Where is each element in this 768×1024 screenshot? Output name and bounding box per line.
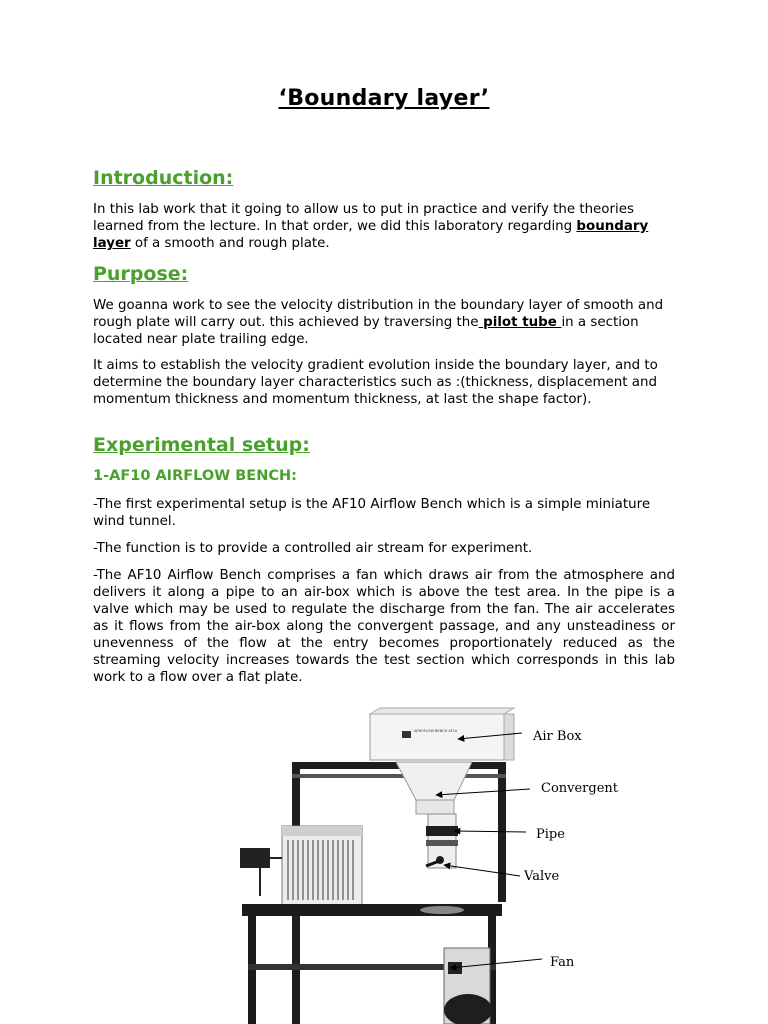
brand-text: AEROFLOW BENCH AF10 (414, 729, 458, 733)
label-pipe: Pipe (536, 827, 565, 842)
setup-paragraph-1: -The first experimental setup is the AF10 Airflow Bench which is a simple miniature wind tunnel. (93, 497, 651, 529)
purpose-paragraph-1 (93, 297, 675, 348)
purpose-text-after: in a section located near plate trailing edge. (93, 315, 639, 347)
fan-unit (444, 948, 492, 1024)
label-convergent: Convergent (541, 781, 619, 796)
pilot-tube-term: pilot tube (478, 315, 562, 330)
air-box (370, 708, 514, 760)
intro-text-after: of a smooth and rough plate. (130, 236, 330, 251)
setup-heading: Experimental setup: (93, 434, 310, 456)
purpose-paragraph-2: It aims to establish the velocity gradient evolution inside the boundary layer, and to determine the boundary layer characteristics such as :(thickness, displacement and momentum thickness and momentum thickness, at last the shape factor). (93, 358, 658, 407)
label-valve: Valve (524, 869, 560, 884)
manometer-panel (240, 826, 362, 906)
purpose-text-before: We goanna work to see the velocity distribution in the boundary layer of smooth and rough plate will carry out. this achieved by traversing the (93, 298, 664, 330)
setup-paragraph-2: -The function is to provide a controlled air stream for experiment. (93, 541, 533, 556)
af10-subheading: 1-AF10 AIRFLOW BENCH: (93, 468, 297, 484)
convergent-section (396, 762, 472, 814)
purpose-heading: Purpose: (93, 263, 189, 285)
label-air-box: Air Box (533, 729, 582, 744)
intro-text-before: In this lab work that it going to allow us to put in practice and verify the theories learned from the lecture. In that order, we did this laboratory regarding (93, 202, 634, 234)
introduction-paragraph (93, 201, 675, 252)
setup-paragraph-3: -The AF10 Airflow Bench comprises a fan which draws air from the atmosphere and delivers it along a pipe to an air-box which is above the test area. In the pipe is a valve which may be used to regulate the discharge from the fan. The air accelerates as it flows from the air-box along the convergent passage, and any unsteadiness or unevenness of the flow at the entry becomes proportionately reduced as the streaming velocity increases towards the test section which corresponds in this lab work to a flow over a flat plate. (93, 568, 675, 685)
pipe-section (426, 814, 458, 868)
boundary-layer-term: boundary layer (93, 219, 649, 251)
page-title: ‘Boundary layer’ (278, 86, 490, 111)
label-fan: Fan (550, 955, 575, 970)
airflow-bench-figure (180, 700, 620, 1024)
introduction-heading: Introduction: (93, 167, 234, 189)
